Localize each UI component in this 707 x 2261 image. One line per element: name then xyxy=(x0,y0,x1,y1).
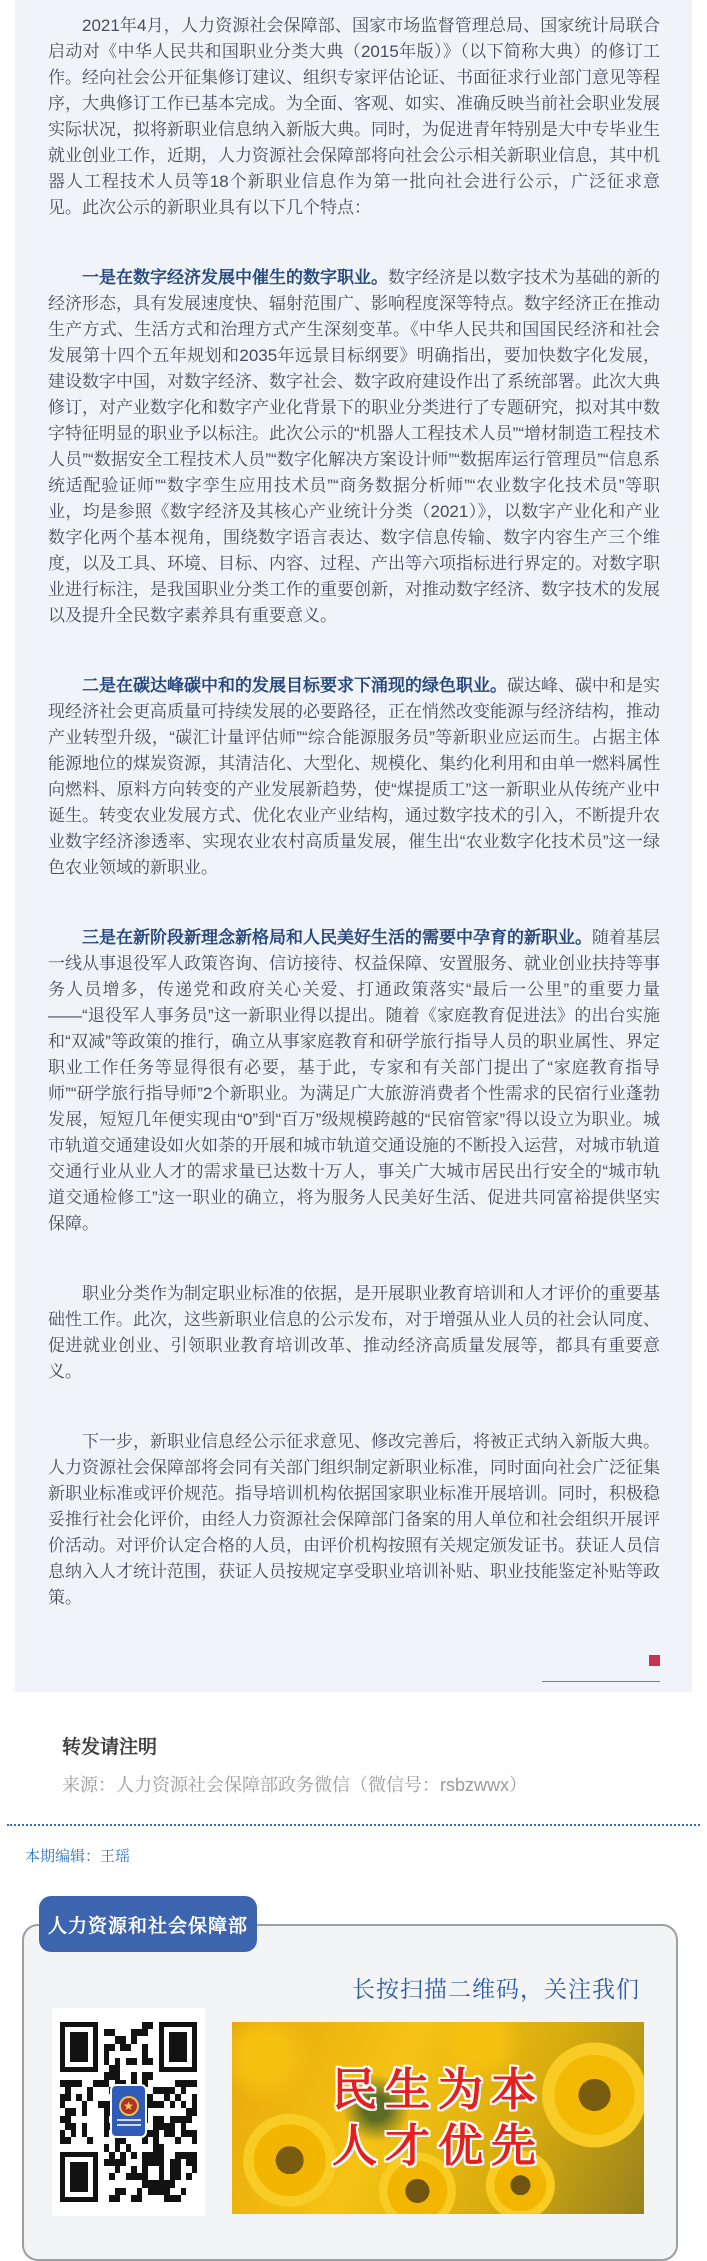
share-note-source: 来源：人力资源社会保障部政务微信（微信号：rsbzwwx） xyxy=(62,1775,528,1795)
paragraph-text: 2021年4月，人力资源社会保障部、国家市场监督管理总局、国家统计局联合启动对《中华人民共和国职业分类大典（2015年版）》（以下简称大典）的修订工作。经向社会公开征集修订建议、组织专家评估论证、书面征求行业部门意见等程序，大典修订工作已基本完成。为全面、客观、如实、准确反映当前社会职业发展实际状况，拟将新职业信息纳入新版大典。同时，为促进青年特别是大中专毕业生就业创业工作，近期，人力资源社会保障部将向社会公示相关新职业信息，其中机器人工程技术人员等18个新职业信息作为第一批向社会进行公示，广泛征求意见。此次公示的新职业具有以下几个特点： xyxy=(48,16,660,217)
share-note xyxy=(62,1732,707,1797)
logo-text-bar xyxy=(117,2124,141,2126)
section-lead: 三是在新阶段新理念新格局和人民美好生活的需要中孕育的新职业。 xyxy=(82,928,592,947)
paragraph-text: 下一步，新职业信息经公示征求意见、修改完善后，将被正式纳入新版大典。人力资源社会保障部将会同有关部门组织制定新职业标准，同时面向社会广泛征集新职业标准或评价规范。指导培训机构依据国家职业标准开展培训。同时，积极稳妥推行社会化评价，由经人力资源社会保障部门备案的用人单位和社会组织开展评价活动。对评价认定合格的人员，由评价机构按照有关规定颁发证书。获证人员信息纳入人才统计范围，获证人员按规定享受职业培训补贴、职业技能鉴定补贴等政策。 xyxy=(48,1432,660,1607)
paragraph-green-jobs xyxy=(48,673,660,881)
banner-image[interactable] xyxy=(232,2022,644,2214)
share-note-title: 转发请注明 xyxy=(62,1737,158,1758)
paragraph-digital-jobs xyxy=(48,265,660,629)
paragraph-text: 随着基层一线从事退役军人政策咨询、信访接待、权益保障、安置服务、就业创业扶持等事务人员增多，传递党和政府关心关爱、打通政策落实“最后一公里”的重要力量——“退役军人事务员”这一新职业得以提出。随着《家庭教育促进法》的出台实施和“双减”等政策的推行，确立从事家庭教育和研学旅行指导人员的职业属性、界定职业工作任务等显得很有必要，基于此，专家和有关部门提出了“家庭教育指导师”“研学旅行指导师”2个新职业。为满足广大旅游消费者个性需求的民宿行业蓬勃发展，短短几年便实现由“0”到“百万”级规模跨越的“民宿管家”得以设立为职业。城市轨道交通建设如火如荼的开展和城市轨道交通设施的不断投入运营，对城市轨道交通行业从业人才的需求量已达数十万人，事关广大城市居民出行安全的“城市轨道交通检修工”这一职业的确立，将为服务人民美好生活、促进共同富裕提供坚实保障。 xyxy=(48,928,660,1233)
ministry-logo xyxy=(110,2084,147,2138)
qr-finder-icon xyxy=(60,2152,98,2202)
banner-slogan-line1: 民生为本 xyxy=(331,2064,544,2115)
article-panel xyxy=(15,0,692,1692)
national-emblem-icon: ★ xyxy=(119,2096,139,2116)
paragraph-significance xyxy=(48,1281,660,1385)
paragraph-new-life-jobs xyxy=(48,925,660,1237)
section-lead: 一是在数字经济发展中催生的数字职业。 xyxy=(82,268,388,287)
paragraph-next-steps xyxy=(48,1429,660,1611)
follow-card xyxy=(22,1924,678,2261)
end-of-article-marker-icon xyxy=(649,1655,660,1666)
end-of-article-row xyxy=(48,1655,660,1669)
paragraph-text: 数字经济是以数字技术为基础的新的经济形态，具有发展速度快、辐射范围广、影响程度深等特点。数字经济正在推动生产方式、生活方式和治理方式产生深刻变革。《中华人民共和国国民经济和社会发展第十四个五年规划和2035年远景目标纲要》明确指出，要加快数字化发展，建设数字中国，对数字经济、数字社会、数字政府建设作出了系统部署。此次大典修订，对产业数字化和数字产业化背景下的职业分类进行了专题研究，拟对其中数字特征明显的职业予以标注。此次公示的“机器人工程技术人员”“增材制造工程技术人员”“数据安全工程技术人员”“数字化解决方案设计师”“数据库运行管理员”“信息系统适配验证师”“数字孪生应用技术员”“商务数据分析师”“农业数字化技术员”等职业，均是参照《数字经济及其核心产业统计分类（2021）》，以数字产业化和产业数字化两个基本视角，围绕数字语言表达、数字信息传输、数字内容生产三个维度，以及工具、环境、目标、内容、过程、产出等六项指标进行界定的。对数字职业进行标注，是我国职业分类工作的重要创新，对推动数字经济、数字技术的发展以及提升全民数字素养具有重要意义。 xyxy=(48,268,660,625)
section-lead: 二是在碳达峰碳中和的发展目标要求下涌现的绿色职业。 xyxy=(82,676,507,695)
paragraph-text: 碳达峰、碳中和是实现经济社会更高质量可持续发展的必要路径，正在悄然改变能源与经济结构，推动产业转型升级，“碳汇计量评估师”“综合能源服务员”等新职业应运而生。占据主体能源地位的煤炭资源，其清洁化、大型化、规模化、集约化利用和由单一燃料属性向燃料、原料方向转变的产业发展新趋势，使“煤提质工”这一新职业从传统产业中诞生。转变农业发展方式、优化农业产业结构，通过数字技术的引入，不断提升农业数字经济渗透率、实现农业农村高质量发展，催生出“农业数字化技术员”这一绿色农业领域的新职业。 xyxy=(48,676,660,877)
scan-prompt-text: 长按扫描二维码，关注我们 xyxy=(352,1976,640,2002)
ministry-name-tab: 人力资源和社会保障部 xyxy=(39,1896,257,1952)
article-body xyxy=(48,13,660,1682)
follow-card-section xyxy=(22,1896,678,2261)
logo-text-bar xyxy=(117,2119,141,2121)
editor-credit: 本期编辑：王瑶 xyxy=(25,1848,131,1865)
qr-code[interactable] xyxy=(52,2008,205,2216)
qr-code-icon[interactable] xyxy=(60,2022,197,2202)
qr-finder-icon xyxy=(60,2022,98,2072)
paragraph-text: 职业分类作为制定职业标准的依据，是开展职业教育培训和人才评价的重要基础性工作。此次，这些新职业信息的公示发布，对于增强从业人员的社会认同度、促进就业创业、引领职业教育培训改革、推动经济高质量发展等，都具有重要意义。 xyxy=(48,1284,660,1381)
banner-slogan-line2: 人才优先 xyxy=(331,2120,544,2171)
paragraph-intro xyxy=(48,13,660,221)
qr-finder-icon xyxy=(159,2022,197,2072)
divider-line xyxy=(542,1681,660,1682)
dotted-divider xyxy=(7,1824,700,1826)
